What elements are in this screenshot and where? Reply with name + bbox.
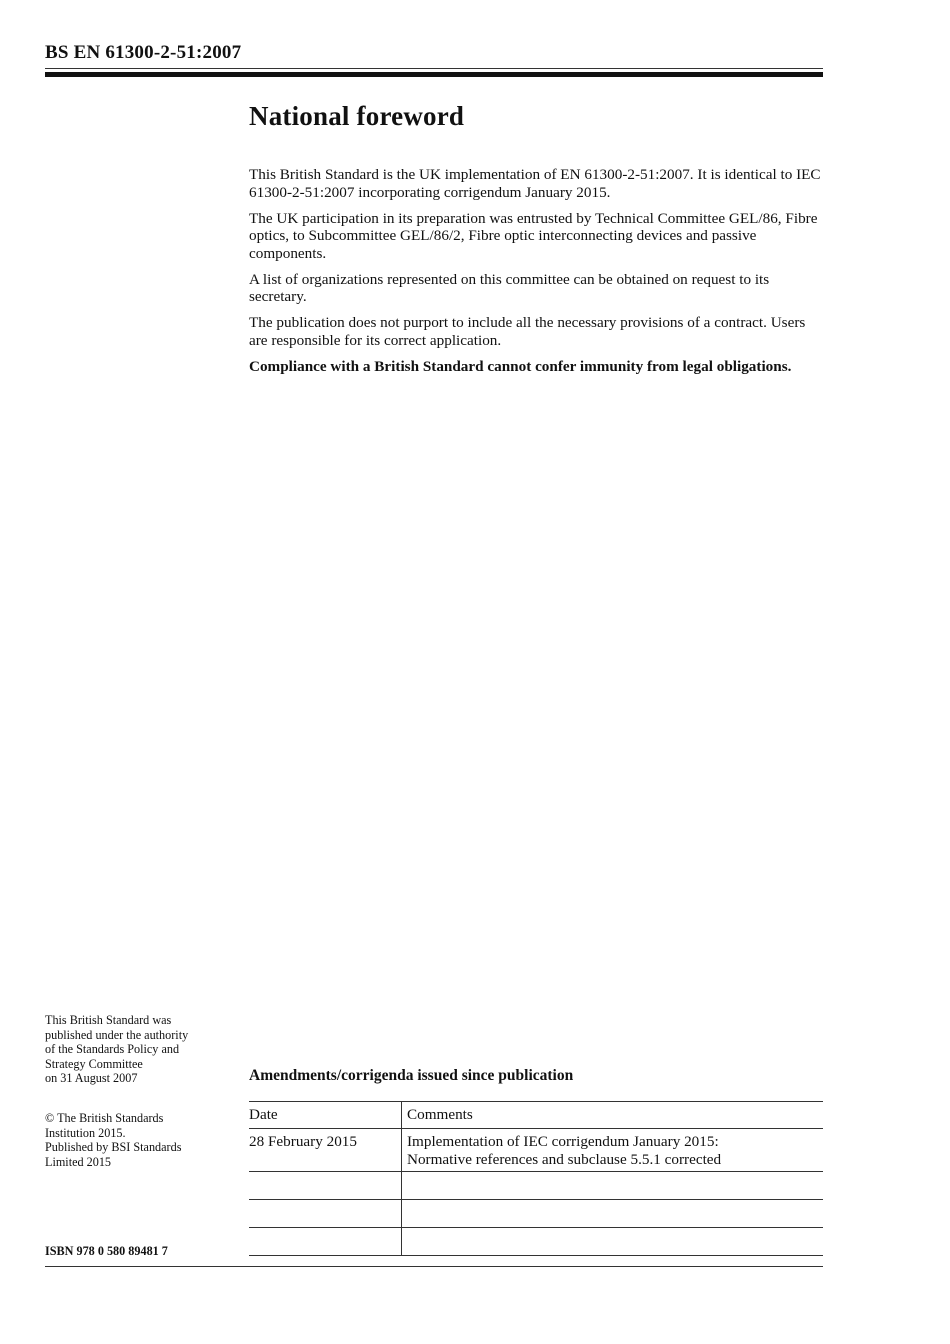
foreword-title: National foreword	[249, 101, 465, 131]
empty-cell	[402, 1172, 824, 1200]
publication-authority-note	[45, 1013, 235, 1086]
authority-line: of the Standards Policy and	[45, 1042, 180, 1057]
empty-cell	[249, 1228, 402, 1256]
foreword-paragraph: The UK participation in its preparation was entrusted by Technical Committee GEL/86, Fibre optics, to Subcommittee GEL/86/2, Fibre optic interconnecting devices and passive components.	[249, 209, 818, 262]
header-rule-thin	[45, 68, 823, 69]
empty-cell	[402, 1200, 824, 1228]
footer-rule	[45, 1266, 823, 1267]
authority-line: This British Standard was	[45, 1013, 172, 1027]
isbn: ISBN 978 0 580 89481 7	[45, 1244, 168, 1258]
authority-line: on 31 August 2007	[45, 1071, 138, 1086]
copyright-line: Published by BSI Standards	[45, 1140, 182, 1155]
comment-line: Normative references and subclause 5.5.1 corrected	[407, 1150, 722, 1168]
standard-number: BS EN 61300-2-51:2007	[45, 42, 242, 63]
table-row-empty	[249, 1228, 823, 1256]
foreword-paragraph: A list of organizations represented on this committee can be obtained on request to its secretary.	[249, 270, 770, 305]
copyright-note	[45, 1111, 235, 1169]
amendment-date: 28 February 2015	[249, 1129, 402, 1172]
table-row	[249, 1129, 823, 1172]
header-rule-thick	[45, 72, 823, 77]
foreword-paragraph: The publication does not purport to include all the necessary provisions of a contract. Users are responsible for its correct application.	[249, 314, 806, 349]
compliance-note: Compliance with a British Standard cannot confer immunity from legal obligations.	[249, 357, 792, 375]
authority-line: Strategy Committee	[45, 1056, 143, 1071]
column-header-comments: Comments	[402, 1102, 824, 1129]
foreword-body	[249, 166, 825, 384]
amendment-comment	[402, 1129, 824, 1172]
authority-line: published under the authority	[45, 1027, 189, 1042]
column-header-date: Date	[249, 1102, 402, 1129]
copyright-line: Limited 2015	[45, 1154, 112, 1169]
copyright-line: Institution 2015.	[45, 1125, 126, 1140]
amendments-heading: Amendments/corrigenda issued since publication	[249, 1067, 574, 1084]
table-header-row	[249, 1102, 823, 1129]
table-row-empty	[249, 1200, 823, 1228]
empty-cell	[249, 1172, 402, 1200]
empty-cell	[402, 1228, 824, 1256]
copyright-line: © The British Standards	[45, 1111, 164, 1125]
comment-line: Implementation of IEC corrigendum January 2015:	[407, 1133, 719, 1150]
table-row-empty	[249, 1172, 823, 1200]
empty-cell	[249, 1200, 402, 1228]
amendments-table	[249, 1101, 823, 1256]
foreword-paragraph: This British Standard is the UK implementation of EN 61300-2-51:2007. It is identical to IEC 61300-2-51:2007 incorporating corrigendum January 2015.	[249, 166, 821, 201]
